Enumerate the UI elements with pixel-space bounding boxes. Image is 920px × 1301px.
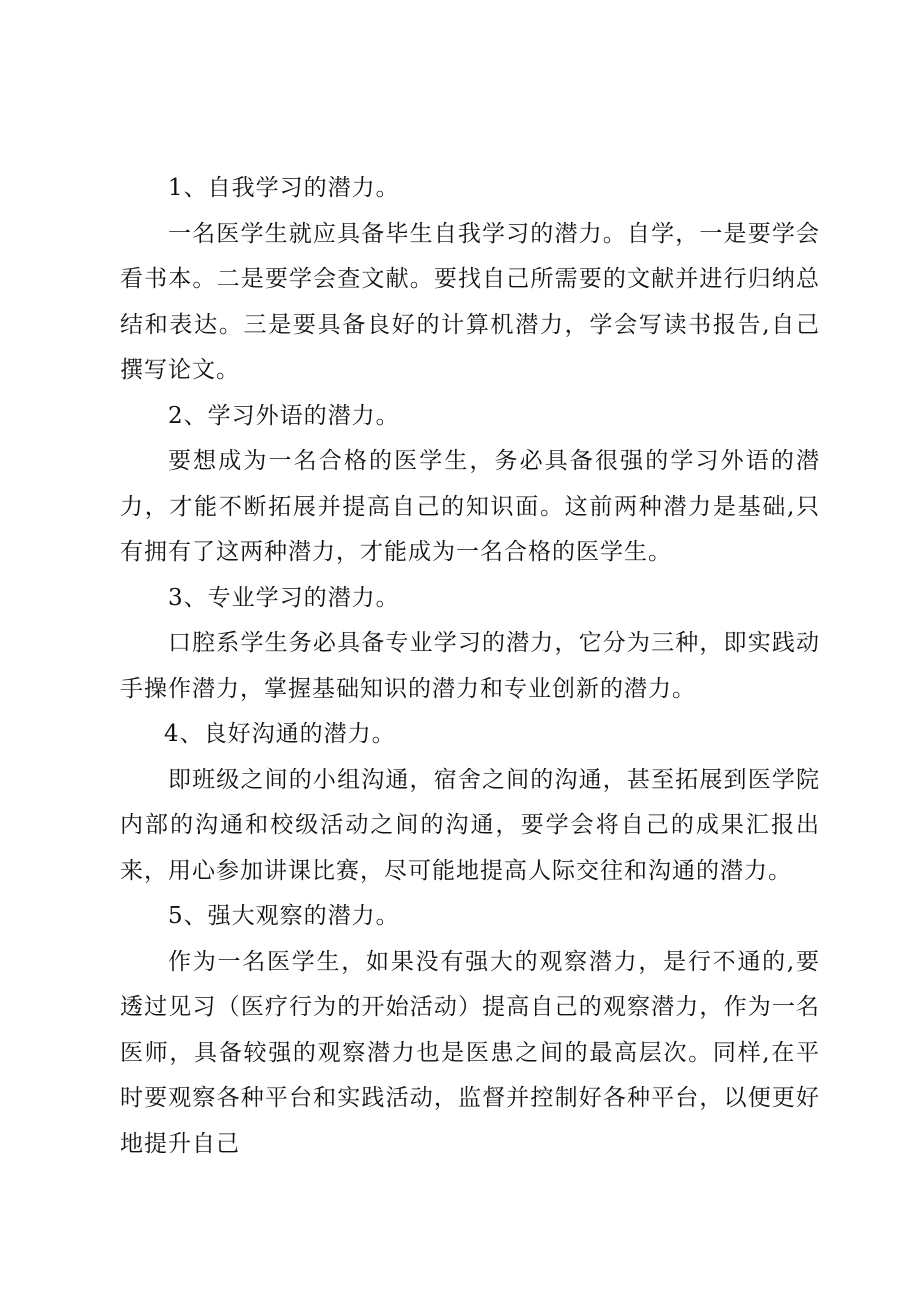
section-heading-4: 4、良好沟通的潜力。 [164,721,396,747]
section-heading-1: 1、自我学习的潜力。 [168,175,400,201]
section-paragraph-1: 一名医学生就应具备毕生自我学习的潜力。自学，一是要学会看书本。二是要学会查文献。要找自己所需要的文献并进行归纳总结和表达。三是要具备良好的计算机潜力，学会写读书报告,自己撰写论文。 [120,220,820,383]
section-paragraph-4: 即班级之间的小组沟通，宿舍之间的沟通，甚至拓展到医学院内部的沟通和校级活动之间的沟通，要学会将自己的成果汇报出来，用心参加讲课比赛，尽可能地提高人际交往和沟通的潜力。 [120,766,820,884]
section-paragraph-5: 作为一名医学生，如果没有强大的观察潜力，是行不通的,要透过见习（医疗行为的开始活动）提高自己的观察潜力，作为一名医师，具备较强的观察潜力也是医患之间的最高层次。同样,在平时要观察各种平台和实践活动，监督并控制好各种平台，以便更好地提升自己 [120,948,820,1157]
section-heading-2: 2、学习外语的潜力。 [168,402,400,429]
document-body [120,166,820,1167]
section-heading-5: 5、强大观察的潜力。 [168,903,400,929]
section-paragraph-2: 要想成为一名合格的医学生，务必具备很强的学习外语的潜力，才能不断拓展并提高自己的知识面。这前两种潜力是基础,只有拥有了这两种潜力，才能成为一名合格的医学生。 [120,448,820,565]
section-paragraph-3: 口腔系学生务必具备专业学习的潜力，它分为三种，即实践动手操作潜力，掌握基础知识的潜力和专业创新的潜力。 [120,630,820,702]
section-heading-3: 3、专业学习的潜力。 [168,584,400,611]
